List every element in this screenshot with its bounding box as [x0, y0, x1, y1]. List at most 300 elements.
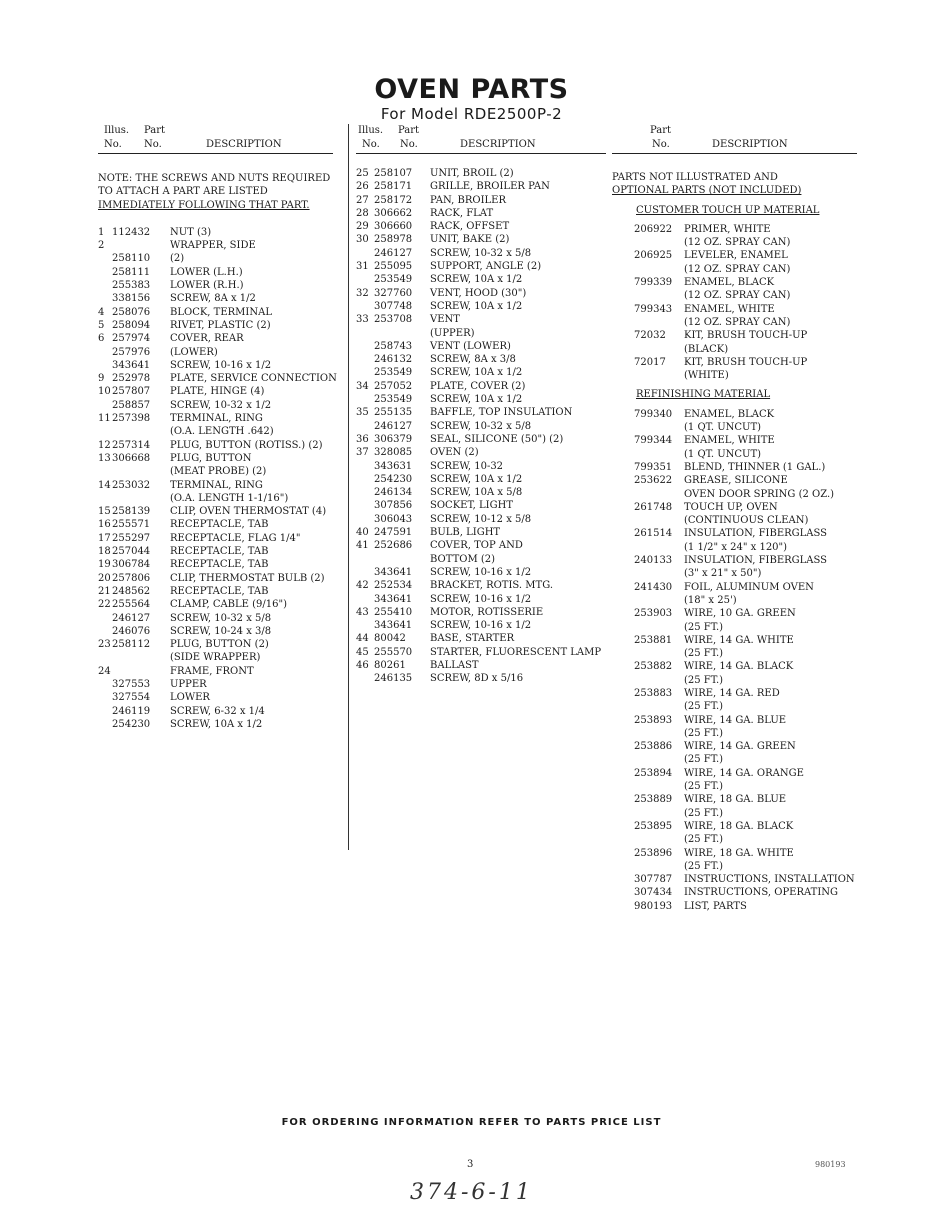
parts-row — [98, 691, 333, 704]
illus-number: 14 — [98, 479, 111, 491]
illus-number: 16 — [98, 519, 111, 531]
part-number: 112432 — [112, 226, 151, 238]
parts-row — [612, 674, 857, 687]
part-description: KIT, BRUSH TOUCH-UP — [684, 356, 808, 368]
part-description: ENAMEL, BLACK — [684, 408, 775, 420]
part-description: SCREW, 10A x 5/8 — [430, 487, 523, 499]
part-description: CLIP, OVEN THERMOSTAT (4) — [170, 506, 327, 518]
parts-row — [612, 421, 857, 434]
parts-row — [98, 332, 333, 345]
part-description: SOCKET, LIGHT — [430, 500, 513, 512]
document-number: 980193 — [815, 1160, 846, 1169]
illus-number: 41 — [356, 540, 369, 552]
part-number: 327553 — [112, 678, 151, 690]
part-number: 307787 — [634, 874, 673, 886]
part-number: 80261 — [374, 659, 406, 671]
parts-row — [356, 446, 606, 459]
parts-row — [612, 289, 857, 302]
part-description: BLOCK, TERMINAL — [170, 306, 272, 318]
parts-row — [98, 292, 333, 305]
parts-row — [612, 621, 857, 634]
part-description: WIRE, 14 GA. RED — [684, 687, 780, 699]
part-number: 72017 — [634, 356, 666, 368]
part-description: PLUG, BUTTON — [170, 452, 252, 464]
part-number: 72032 — [634, 330, 666, 342]
part-description: (SIDE WRAPPER) — [170, 652, 261, 664]
part-description: (CONTINUOUS CLEAN) — [684, 515, 809, 527]
customer-touch-up-list — [612, 223, 857, 383]
part-number: 254230 — [112, 718, 151, 730]
column-header-row2 — [612, 137, 857, 154]
illus-number: 34 — [356, 380, 369, 392]
part-number: 253883 — [634, 687, 673, 699]
parts-row — [98, 651, 333, 664]
illus-number: 37 — [356, 447, 369, 459]
part-description: (12 OZ. SPRAY CAN) — [684, 290, 791, 302]
part-number: 253549 — [374, 367, 413, 379]
part-description: (BLACK) — [684, 343, 729, 355]
parts-row — [98, 452, 333, 465]
part-number: 80042 — [374, 633, 406, 645]
part-description: SCREW, 8A x 1/2 — [170, 293, 256, 305]
parts-row — [612, 369, 857, 382]
part-number: 343641 — [374, 620, 413, 632]
parts-row — [98, 518, 333, 531]
parts-row — [98, 492, 333, 505]
part-number: 257807 — [112, 386, 151, 398]
customer-touch-up-heading: CUSTOMER TOUCH UP MATERIAL — [636, 204, 820, 216]
part-description: (1 QT. UNCUT) — [684, 448, 762, 460]
refinishing-heading: REFINISHING MATERIAL — [636, 389, 771, 401]
part-description: FOIL, ALUMINUM OVEN — [684, 581, 814, 593]
part-number: 258743 — [374, 340, 413, 352]
part-description: SCREW, 10-16 x 1/2 — [430, 593, 532, 605]
parts-row — [612, 767, 857, 780]
part-number: 799351 — [634, 461, 673, 473]
part-number: 257044 — [112, 546, 151, 558]
parts-row — [612, 448, 857, 461]
part-description: PLATE, COVER (2) — [430, 380, 526, 392]
parts-row — [356, 539, 606, 552]
part-number: 258107 — [374, 168, 413, 179]
column-header-row1 — [356, 124, 606, 137]
part-no-label: No. — [144, 139, 162, 150]
part-description: UPPER — [170, 678, 207, 690]
part-number: 253708 — [374, 314, 413, 326]
part-description: BLEND, THINNER (1 GAL.) — [684, 461, 826, 473]
part-number: 799344 — [634, 435, 673, 447]
parts-row — [98, 465, 333, 478]
parts-row — [612, 554, 857, 567]
part-description: RECEPTACLE, FLAG 1/4" — [170, 532, 301, 544]
part-description: NUT (3) — [170, 226, 212, 238]
parts-row — [612, 223, 857, 236]
parts-row — [356, 420, 606, 433]
part-description: (25 FT.) — [684, 727, 724, 739]
part-description: MOTOR, ROTISSERIE — [430, 606, 544, 618]
part-number: 306660 — [374, 221, 413, 233]
note-block — [98, 172, 333, 212]
illus-number: 32 — [356, 287, 369, 299]
part-number: 252978 — [112, 373, 151, 385]
illus-number: 28 — [356, 207, 369, 219]
parts-row — [98, 505, 333, 518]
parts-row — [356, 513, 606, 526]
part-number: 255383 — [112, 280, 151, 292]
parts-row — [356, 247, 606, 260]
part-number: 261514 — [634, 528, 673, 540]
illus-number: 2 — [98, 240, 105, 252]
part-number: 255297 — [112, 532, 151, 544]
illus-label: Illus. — [104, 125, 130, 136]
illus-number: 26 — [356, 181, 369, 193]
parts-row — [612, 807, 857, 820]
part-number: 258172 — [374, 194, 413, 206]
parts-row — [98, 678, 333, 691]
handwritten-note: 374-6-11 — [410, 1180, 533, 1205]
illus-number: 6 — [98, 333, 105, 345]
part-description: INSTRUCTIONS, INSTALLATION — [684, 874, 855, 886]
part-description: WIRE, 14 GA. BLACK — [684, 661, 794, 673]
parts-row — [356, 300, 606, 313]
parts-row — [356, 340, 606, 353]
illus-number: 29 — [356, 221, 369, 233]
part-description: CLIP, THERMOSTAT BULB (2) — [170, 572, 325, 584]
part-description: SCREW, 10-16 x 1/2 — [430, 566, 532, 578]
illus-number: 46 — [356, 659, 369, 671]
part-number: 257974 — [112, 333, 151, 345]
part-number: 253903 — [634, 608, 673, 620]
parts-row — [612, 714, 857, 727]
part-number: 306784 — [112, 559, 151, 571]
part-description: ENAMEL, WHITE — [684, 435, 775, 447]
part-description: SUPPORT, ANGLE (2) — [430, 261, 542, 273]
part-number: 306662 — [374, 207, 413, 219]
parts-row — [98, 252, 333, 265]
parts-row — [612, 303, 857, 316]
part-description: (25 FT.) — [684, 834, 724, 846]
illus-number: 44 — [356, 633, 369, 645]
note-line: TO ATTACH A PART ARE LISTED — [98, 186, 268, 198]
illus-number: 42 — [356, 580, 369, 592]
left-parts-column — [98, 124, 337, 731]
part-number: 240133 — [634, 555, 673, 567]
part-number: 253881 — [634, 634, 673, 646]
part-description: UNIT, BAKE (2) — [430, 234, 510, 246]
part-description: SCREW, 10A x 1/2 — [430, 394, 523, 406]
parts-row — [612, 408, 857, 421]
parts-row — [98, 226, 333, 239]
part-number: 258112 — [112, 639, 151, 651]
parts-row — [612, 541, 857, 554]
part-description: ENAMEL, WHITE — [684, 303, 775, 315]
part-number: 253896 — [634, 847, 673, 859]
part-number: 253893 — [634, 714, 673, 726]
part-number: 980193 — [634, 900, 673, 912]
parts-row — [612, 343, 857, 356]
part-number: 255571 — [112, 519, 151, 531]
intro-line: PARTS NOT ILLUSTRATED AND — [612, 172, 778, 183]
part-description: LOWER (R.H.) — [170, 280, 244, 292]
left-parts-list — [98, 226, 337, 731]
parts-row — [356, 499, 606, 512]
part-description: (WHITE) — [684, 370, 729, 382]
part-number: 253894 — [634, 767, 673, 779]
illus-number: 18 — [98, 546, 111, 558]
part-description: BAFFLE, TOP INSULATION — [430, 407, 573, 419]
parts-row — [98, 306, 333, 319]
illus-number: 17 — [98, 532, 111, 544]
part-description: RECEPTACLE, TAB — [170, 559, 269, 571]
part-number: 343631 — [374, 460, 413, 472]
part-number: 206925 — [634, 250, 673, 262]
part-number: 306668 — [112, 452, 151, 464]
part-description: BOTTOM (2) — [430, 553, 496, 565]
part-description: UNIT, BROIL (2) — [430, 168, 514, 179]
part-description: WIRE, 14 GA. GREEN — [684, 741, 796, 753]
parts-row — [356, 659, 606, 672]
part-description: KIT, BRUSH TOUCH-UP — [684, 330, 808, 342]
parts-row — [98, 572, 333, 585]
parts-row — [98, 399, 333, 412]
part-number: 258111 — [112, 266, 151, 278]
part-number: 246127 — [374, 247, 413, 259]
parts-row — [98, 372, 337, 385]
parts-row — [612, 873, 857, 886]
parts-row — [98, 279, 333, 292]
part-number: 255135 — [374, 407, 413, 419]
illus-number: 25 — [356, 168, 369, 179]
parts-row — [98, 385, 333, 398]
part-description: VENT, HOOD (30") — [430, 287, 527, 299]
part-description: WIRE, 10 GA. GREEN — [684, 608, 796, 620]
part-description: INSTRUCTIONS, OPERATING — [684, 887, 839, 899]
part-label: Part — [398, 125, 420, 136]
parts-row — [98, 239, 333, 252]
part-description: COVER, TOP AND — [430, 540, 523, 552]
part-no-label: No. — [400, 139, 418, 150]
illus-number: 12 — [98, 439, 111, 451]
part-description: (18" x 25') — [684, 594, 737, 606]
parts-row — [356, 380, 606, 393]
part-number: 253549 — [374, 274, 413, 286]
part-description: SCREW, 10-16 x 1/2 — [170, 359, 272, 371]
part-number: 327554 — [112, 692, 151, 704]
part-description: (O.A. LENGTH .642) — [170, 426, 274, 438]
part-description: SCREW, 10-16 x 1/2 — [430, 620, 532, 632]
part-description: PAN, BROILER — [430, 194, 506, 206]
part-number: 241430 — [634, 581, 673, 593]
parts-row — [356, 433, 606, 446]
illus-number: 24 — [98, 665, 111, 677]
part-number: 307434 — [634, 887, 673, 899]
part-description: SCREW, 10A x 1/2 — [430, 473, 523, 485]
illus-number: 43 — [356, 606, 369, 618]
illus-number: 19 — [98, 559, 111, 571]
part-number: 253882 — [634, 661, 673, 673]
parts-row — [356, 672, 606, 685]
parts-row — [612, 461, 857, 474]
parts-row — [612, 488, 857, 501]
part-number: 799339 — [634, 277, 673, 289]
part-description: BRACKET, ROTIS. MTG. — [430, 580, 553, 592]
part-number: 255564 — [112, 599, 151, 611]
part-description: (25 FT.) — [684, 807, 724, 819]
illus-number: 9 — [98, 373, 105, 385]
parts-row — [612, 660, 857, 673]
parts-row — [612, 780, 857, 793]
part-number: 253622 — [634, 475, 673, 487]
parts-row — [98, 598, 333, 611]
part-description: STARTER, FLUORESCENT LAMP — [430, 646, 602, 658]
part-description: (UPPER) — [430, 327, 475, 339]
part-number: 307856 — [374, 500, 413, 512]
part-description: SCREW, 10A x 1/2 — [170, 718, 263, 730]
parts-row — [98, 612, 333, 625]
part-number: 261748 — [634, 501, 673, 513]
part-number: 253549 — [374, 394, 413, 406]
part-description: (25 FT.) — [684, 860, 724, 872]
part-number: 253895 — [634, 820, 673, 832]
parts-row — [98, 359, 333, 372]
middle-parts-list — [356, 167, 606, 686]
parts-row — [356, 220, 606, 233]
parts-row — [612, 527, 857, 540]
part-number: 253889 — [634, 794, 673, 806]
parts-row — [356, 327, 606, 340]
part-number: 253886 — [634, 741, 673, 753]
parts-row — [356, 180, 606, 193]
part-number: 246132 — [374, 354, 413, 366]
part-number: 258076 — [112, 306, 151, 318]
parts-row — [356, 486, 606, 499]
part-description: (3" x 21" x 50") — [684, 568, 762, 580]
parts-row — [612, 249, 857, 262]
parts-row — [356, 393, 606, 406]
intro-line: OPTIONAL PARTS (NOT INCLUDED) — [612, 185, 802, 197]
column-header-row1 — [612, 124, 857, 137]
part-description: SCREW, 10A x 1/2 — [430, 367, 523, 379]
part-description: (25 FT.) — [684, 781, 724, 793]
parts-row — [98, 532, 333, 545]
part-number: 799340 — [634, 408, 673, 420]
part-description: SCREW, 10-32 x 1/2 — [170, 399, 272, 411]
part-description: (25 FT.) — [684, 701, 724, 713]
parts-row — [356, 579, 606, 592]
model-subtitle: For Model RDE2500P-2 — [380, 105, 563, 123]
part-description: SEAL, SILICONE (50") (2) — [430, 433, 564, 445]
part-description: RIVET, PLASTIC (2) — [170, 319, 271, 331]
description-label: DESCRIPTION — [712, 139, 788, 150]
part-number: 257398 — [112, 413, 151, 425]
part-description: OVEN (2) — [430, 447, 479, 459]
illus-number: 10 — [98, 386, 111, 398]
part-number: 246127 — [374, 420, 413, 432]
parts-row — [356, 566, 606, 579]
illus-number: 33 — [356, 314, 369, 326]
parts-row — [612, 740, 857, 753]
part-number: 253032 — [112, 479, 151, 491]
parts-row — [612, 594, 857, 607]
parts-row — [612, 793, 857, 806]
part-description: (LOWER) — [170, 346, 218, 358]
part-number: 258171 — [374, 181, 413, 193]
parts-row — [356, 366, 606, 379]
part-description: INSULATION, FIBERGLASS — [684, 528, 828, 540]
parts-row — [356, 593, 606, 606]
parts-row — [98, 705, 333, 718]
part-description: TERMINAL, RING — [170, 413, 263, 425]
parts-row — [98, 558, 333, 571]
part-description: RACK, FLAT — [430, 207, 494, 219]
part-description: (12 OZ. SPRAY CAN) — [684, 237, 791, 249]
parts-row — [612, 753, 857, 766]
part-number: 247591 — [374, 527, 413, 539]
parts-row — [356, 167, 606, 180]
part-number: 328085 — [374, 447, 413, 459]
part-description: PRIMER, WHITE — [684, 223, 771, 235]
parts-row — [612, 700, 857, 713]
part-number: 306379 — [374, 433, 413, 445]
part-number: 257976 — [112, 346, 151, 358]
note-line: IMMEDIATELY FOLLOWING THAT PART. — [98, 199, 310, 211]
part-number: 255410 — [374, 606, 413, 618]
description-label: DESCRIPTION — [206, 139, 282, 150]
part-number: 252686 — [374, 540, 413, 552]
parts-row — [98, 425, 333, 438]
parts-row — [612, 567, 857, 580]
parts-row — [356, 313, 606, 326]
illus-number: 31 — [356, 261, 369, 273]
part-description: OVEN DOOR SPRING (2 OZ.) — [684, 488, 835, 500]
parts-row — [98, 479, 333, 492]
parts-row — [98, 665, 333, 678]
part-number: 257314 — [112, 439, 151, 451]
part-description: (12 OZ. SPRAY CAN) — [684, 316, 791, 328]
part-description: PLATE, SERVICE CONNECTION — [170, 373, 337, 385]
part-description: BALLAST — [430, 659, 479, 671]
illus-number: 30 — [356, 234, 369, 246]
part-description: WIRE, 14 GA. WHITE — [684, 634, 794, 646]
column-header-row1 — [98, 124, 333, 137]
part-number: 338156 — [112, 293, 151, 305]
part-description: SCREW, 10-32 x 5/8 — [170, 612, 272, 624]
part-description: (MEAT PROBE) (2) — [170, 466, 267, 478]
part-number: 254230 — [374, 473, 413, 485]
part-description: SCREW, 10A x 1/2 — [430, 274, 523, 286]
part-number: 246076 — [112, 625, 151, 637]
parts-row — [98, 266, 333, 279]
description-label: DESCRIPTION — [460, 139, 536, 150]
part-description: COVER, REAR — [170, 333, 244, 345]
illus-number: 35 — [356, 407, 369, 419]
page-title: OVEN PARTS — [374, 74, 569, 105]
part-description: (25 FT.) — [684, 754, 724, 766]
parts-row — [612, 434, 857, 447]
part-number: 307748 — [374, 300, 413, 312]
ordering-note: FOR ORDERING INFORMATION REFER TO PARTS PRICE LIST — [281, 1117, 662, 1128]
part-description: ENAMEL, BLACK — [684, 277, 775, 289]
part-description: (1 1/2" x 24" x 120") — [684, 541, 788, 553]
part-description: TOUCH UP, OVEN — [684, 501, 778, 513]
part-number: 246119 — [112, 705, 151, 717]
part-number: 343641 — [112, 359, 151, 371]
part-description: PLATE, HINGE (4) — [170, 386, 265, 398]
parts-row — [98, 319, 333, 332]
parts-row — [98, 439, 333, 452]
parts-row — [356, 606, 606, 619]
part-description: (25 FT.) — [684, 648, 724, 660]
